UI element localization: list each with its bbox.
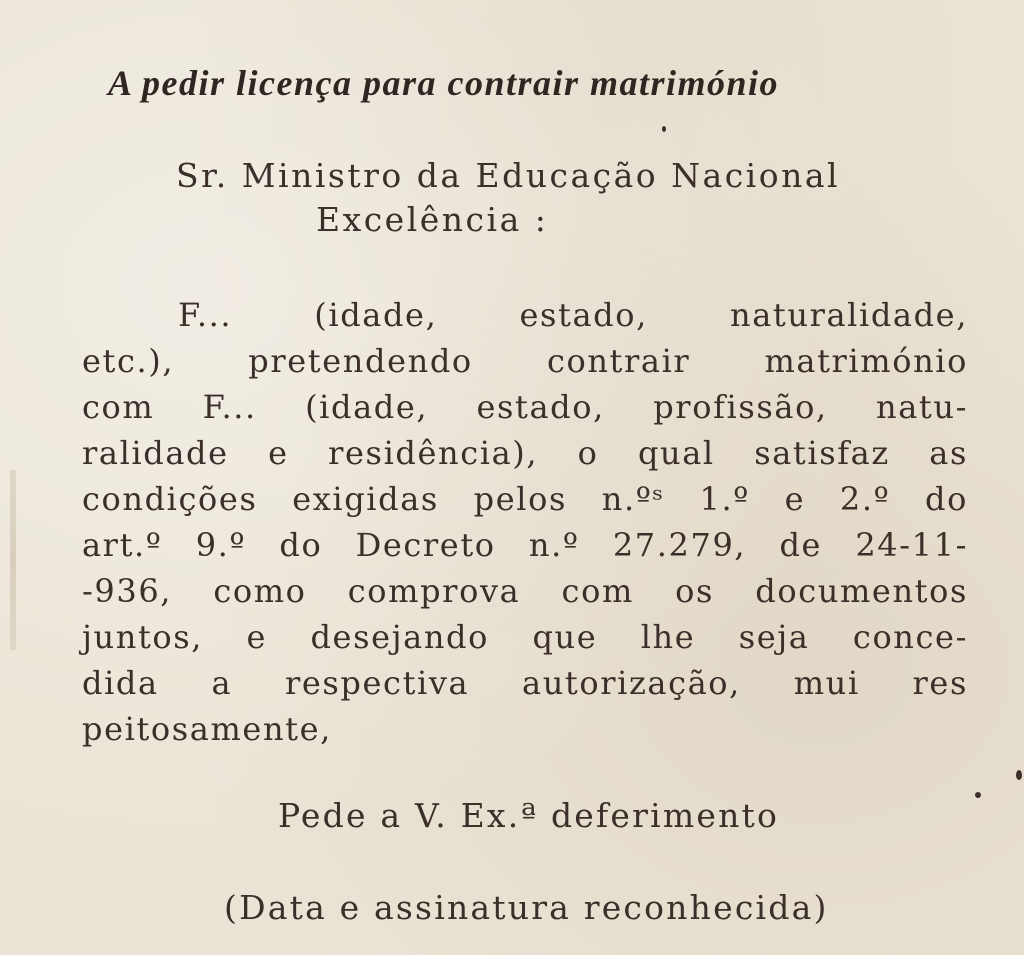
ink-speck	[1016, 770, 1022, 780]
body-line: -936, como comprova com os documentos	[82, 572, 968, 610]
body-line: dida a respectiva autorização, mui res	[82, 664, 968, 702]
ink-speck	[662, 126, 666, 132]
body-line: etc.), pretendendo contrair matrimónio	[82, 342, 968, 380]
body-line: peitosamente,	[82, 710, 332, 748]
ink-speck	[975, 792, 981, 798]
signature-note: (Data e assinatura reconhecida)	[224, 888, 829, 927]
document-title: A pedir licença para contrair matrimónio	[108, 63, 780, 103]
closing-formula: Pede a V. Ex.ª deferimento	[278, 796, 780, 835]
body-line: F... (idade, estado, naturalidade,	[178, 296, 968, 334]
paper-fold-mark	[10, 470, 16, 650]
body-line: art.º 9.º do Decreto n.º 27.279, de 24-11-	[82, 526, 968, 564]
body-line: juntos, e desejando que lhe seja conce-	[82, 618, 968, 656]
body-line: condições exigidas pelos n.ºˢ 1.º e 2.º do	[82, 480, 968, 518]
addressee-line-2: Excelência :	[316, 200, 549, 239]
addressee-line-1: Sr. Ministro da Educação Nacional	[176, 156, 841, 195]
body-line: com F... (idade, estado, profissão, natu-	[82, 388, 968, 426]
body-line: ralidade e residência), o qual satisfaz as	[82, 434, 968, 472]
request-body	[82, 292, 968, 752]
